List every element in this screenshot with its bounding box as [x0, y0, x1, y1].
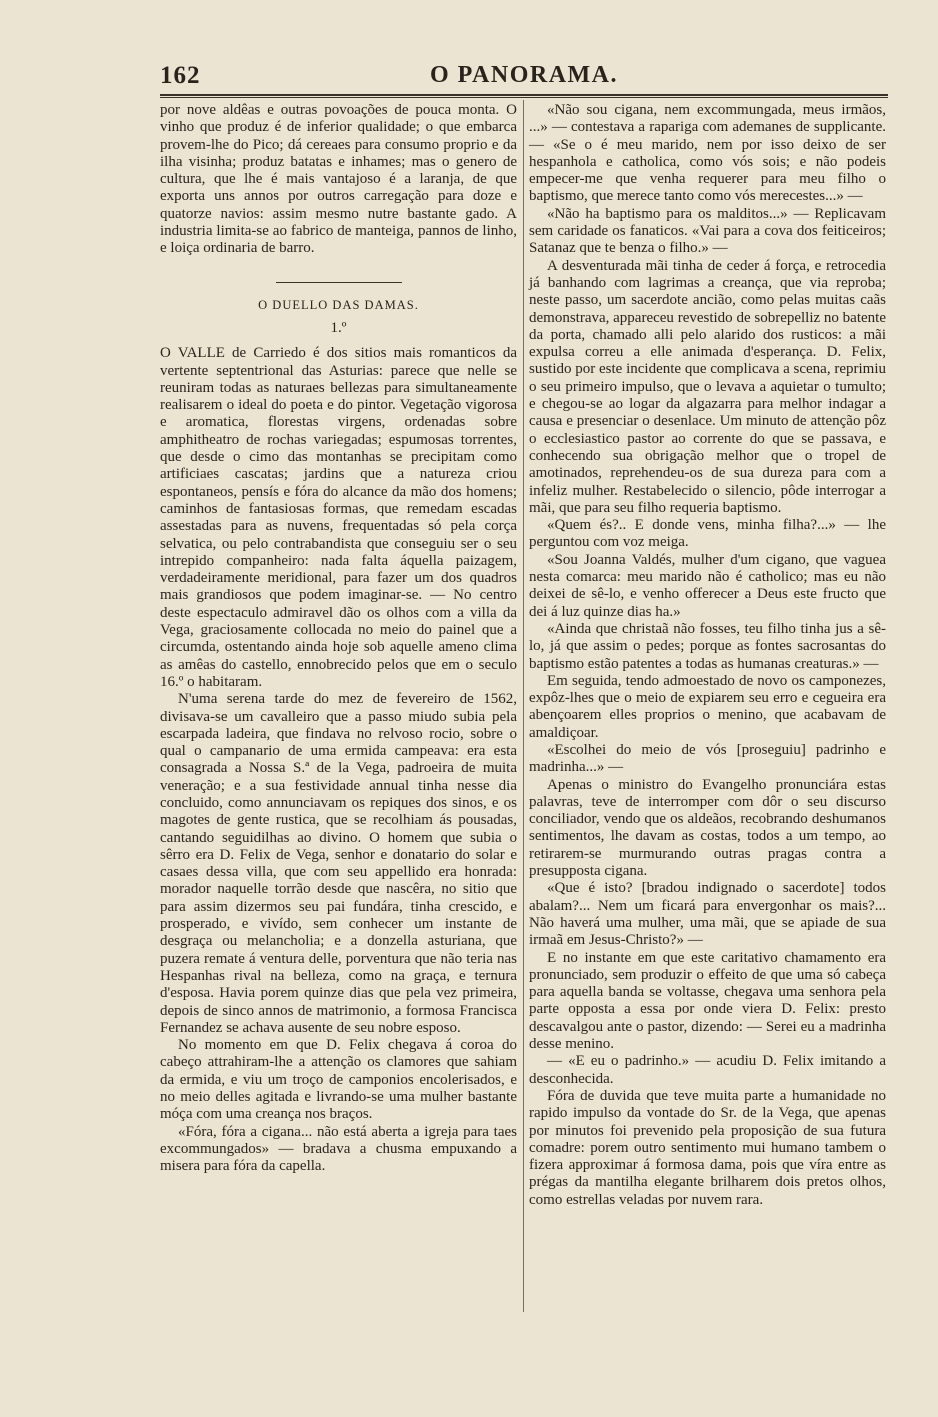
- section-title: O DUELLO DAS DAMAS.: [258, 297, 419, 312]
- left-column: [160, 102, 517, 1176]
- right-column: [529, 102, 886, 1209]
- header-rule-thin: [160, 97, 888, 98]
- body-paragraph: A desventurada mãi tinha de ceder á força, e retrocedia já banhando com lagrimas a creança, que via reproba; neste passo, um sacerdote ancião, como pelas muitas caãs demonstrava, appareceu revestido de sobrepelliz no batente da porta, chamado alli pelo alarido dos rusticos: a mãi expulsa correu a elle animada d'esperança. D. Felix, sustido por este incidente que complicava a scena, reprimiu o seu primeiro impulso, que o levava a aquietar o tumulto; e chegou-se ao logar da algazarra para melhor indagar a causa e presenciar o desenlace. Um minuto de attenção pôz o ecclesiastico pastor ao corrente do que se passava, e conhecendo sua obrigação melhor que o tropel de amotinados, reprehendeu-os de sua dureza para com a infeliz mulher. Restabelecido o silencio, pôde interrogar a mãi, que para seu filho requeria baptismo.: [529, 257, 886, 516]
- body-paragraph: «Fóra, fóra a cigana... não está aberta a igreja para taes excommungados» — bradava a chusma empuxando a misera para fóra da capella.: [160, 1123, 517, 1175]
- body-paragraph: O VALLE de Carriedo é dos sitios mais romanticos da vertente septentrional das Asturias: parece que nelle se reuniram todas as naturaes bellezas para simultaneamente realisarem o ideal do poeta e do pintor. Vegetação vigorosa e aromatica, florestas virgens, ordenadas sobre amphitheatro de rochas variegadas; espumosas torrentes, que desde o cimo das montanhas se precipitam como artificiaes cascatas; jardins que a natureza criou espontaneos, pensís e fóra do alcance da mão dos homens; caminhos de fantasiosas formas, que remedam escadas assestadas para as nuvens, frequentadas só pela corça selvatica, ou pelo contrabandista que conseguiu ser o seu intrepido companheiro: nada falta áquella paizagem, verdadeiramente meridional, para fazer um dos quadros mais grandiosos que podem imaginar-se. — No centro deste espectaculo admiravel dão os olhos com a villa da Vega, graciosamente collocada no meio do painel que a circumda, ostentando ainda hoje sob aquelle ameno clima as amêas do castello, ennobrecido pelos que em o seculo 16.º o habitaram.: [160, 345, 517, 690]
- header-rule: [160, 94, 888, 96]
- body-paragraph: — «E eu o padrinho.» — acudiu D. Felix imitando a desconhecida.: [529, 1053, 886, 1087]
- body-paragraph: N'uma serena tarde do mez de fevereiro de 1562, divisava-se um cavalleiro que a passo miudo subia pela escarpada ladeira, que findava no relvoso rocio, sobre o qual o campanario de uma ermida campeava: era esta consagrada a Nossa S.ª de la Vega, padroeira de muita veneração; e a sua festividade annual tinha nesse dia concluido, como annunciavam os repiques dos sinos, e os magotes de gente rustica, que se recolhiam ás pousadas, cantando seguidilhas ao divino. O homem que subia o sêrro era D. Felix de Vega, senhor e donatario do solar e casaes dessa villa, que com seu appellido era honrada: morador naquelle torrão desde que nascêra, no sitio que para assim dizermos seu pai fundára, tinha crescido, e prosperado, e vivído, sem conhecer um instante de desgraça ou melancholia; e a donzella asturiana, que puzera remate á ventura delle, porventura que não teria nas Hespanhas rival na belleza, como na graça, e ternura d'esposa. Havia porem quinze dias que pela vez primeira, depois de sinco annos de matrimonio, a formosa Francisca Fernandez se achava ausente de seu nobre esposo.: [160, 691, 517, 1036]
- body-paragraph: «Escolhei do meio de vós [proseguiu] padrinho e madrinha...» —: [529, 741, 886, 776]
- body-paragraph: Em seguida, tendo admoestado de novo os camponezes, expôz-lhes que o meio de expiarem seu erro e cegueira era abençoarem elles proprios o menino, que acabavam de amaldiçoar.: [529, 672, 886, 741]
- body-paragraph: E no instante em que este caritativo chamamento era pronunciado, sem produzir o effeito de que uma só cabeça para aquella banda se voltasse, chegava uma senhora pela parte opposta a essa por onde viera D. Felix: presto descavalgou ante o pastor, dizendo: — Serei eu a madrinha desse menino.: [529, 949, 886, 1053]
- body-paragraph: «Não sou cigana, nem excommungada, meus irmãos, ...» — contestava a rapariga com ademanes de supplicante. — «Se o é meu marido, nem por isso deixo de ser hespanhola e catholica, como vós sois; e não podeis empecer-me que venha requerer para meu filho o baptismo, que merece tanto como vós merecestes...» —: [529, 102, 886, 205]
- section-number: 1.º: [330, 319, 347, 336]
- page-header: [160, 58, 888, 94]
- body-paragraph: No momento em que D. Felix chegava á coroa do cabeço attrahiram-lhe a attenção os clamores que sahiam da ermida, e viu um troço de camponios encolerisados, e no meio delles agitada e livrando-se uma mulher bastante móça com uma creança nos braços.: [160, 1037, 517, 1123]
- body-paragraph: «Que é isto? [bradou indignado o sacerdote] todos abalam?... Nem um ficará para envergonhar os mais?... Não haverá uma mulher, uma mãi, que se apiade de sua irmaã em Jesus-Christo?» —: [529, 880, 886, 949]
- page-number: 162: [160, 62, 201, 89]
- body-paragraph: «Quem és?.. E donde vens, minha filha?...» — lhe perguntou com voz meiga.: [529, 517, 886, 551]
- body-paragraph: «Não ha baptismo para os malditos...» — Replicavam sem caridade os fanaticos. «Vai para a cova dos feiticeiros; Satanaz que te benza o filho.» —: [529, 205, 886, 257]
- running-title: O PANORAMA.: [429, 62, 619, 88]
- body-paragraph: «Sou Joanna Valdés, mulher d'um cigano, que vaguea nesta comarca: meu marido não é catholico; mas eu não deixei de sê-lo, e venho offerecer a Deus este fructo que dei á luz quinze dias ha.»: [529, 551, 886, 620]
- body-paragraph: Apenas o ministro do Evangelho pronunciára estas palavras, teve de interromper com dôr o seu discurso conciliador, vendo que os aldeãos, recobrando deshumanos sentimentos, lhe davam as costas, todos a um tempo, ao retirarem-se murmurando outras pragas contra a presupposta cigana.: [529, 776, 886, 880]
- body-paragraph: «Ainda que christaã não fosses, teu filho tinha jus a sê-lo, já que assim o pedes; porque as fontes sacrosantas do baptismo estão patentes a todas as humanas creaturas.» —: [529, 620, 886, 672]
- intro-paragraph: por nove aldêas e outras povoações de pouca monta. O vinho que produz é de inferior qualidade; o que embarca provem-lhe do Pico; dá cereaes para consumo proprio e da ilha visinha; produz batatas e inhames; mas o genero de cultura, que lhe é mais vantajoso é a laranja, de que exporta uns annos por outros carregação para doze e quatorze navios: assim mesmo nutre bastante gado. A industria limita-se ao fabrico de manteiga, pannos de linho, e loiça ordinaria de barro.: [160, 102, 517, 257]
- body-paragraph: Fóra de duvida que teve muita parte a humanidade no rapido impulso da vontade do Sr. de la Vega, que apenas por minutos foi prevenido pela proposição de sua futura comadre: porem outro sentimento mui humano tambem o fizera approximar á formosa dama, pois que víra entre as prégas da mantilha elegante brilharem dois pretos olhos, como estrellas veladas por nuvem rara.: [529, 1087, 886, 1208]
- section-divider: [276, 282, 402, 283]
- column-divider: [523, 100, 524, 1312]
